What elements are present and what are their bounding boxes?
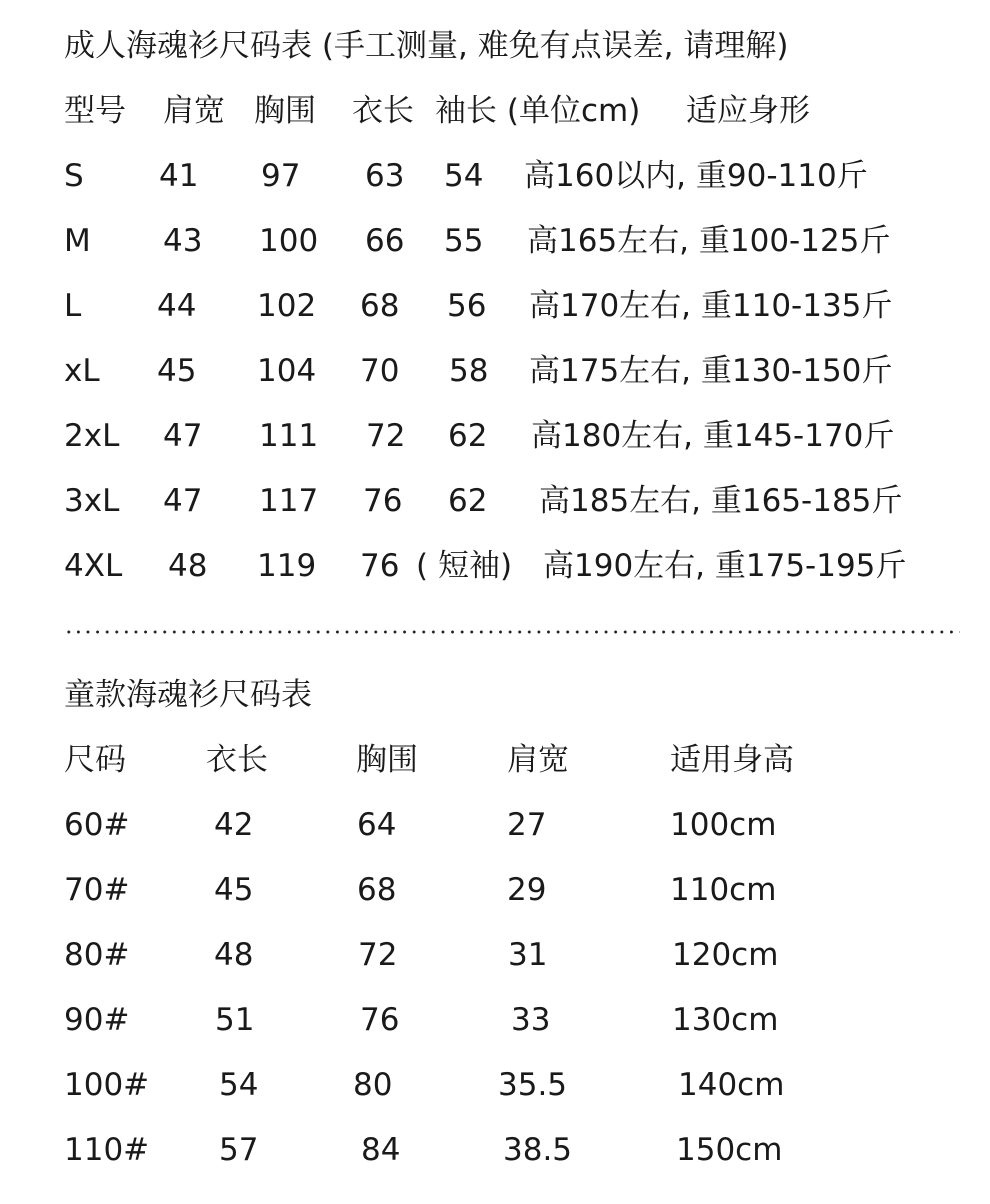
shoulder: 47 <box>163 483 203 519</box>
height: 110cm <box>670 872 777 908</box>
length: 57 <box>219 1132 259 1168</box>
chest: 72 <box>358 937 398 973</box>
adult-header-row <box>0 91 990 131</box>
header-chest: 胸围 <box>356 742 418 778</box>
length: 76 <box>363 483 403 519</box>
size: 70# <box>64 872 130 908</box>
length: 45 <box>214 872 254 908</box>
sleeve: 62 <box>448 483 488 519</box>
fit: 高185左右, 重165-185斤 <box>539 483 903 519</box>
shoulder: 33 <box>511 1002 551 1038</box>
table-row <box>0 1130 990 1170</box>
fit: 高180左右, 重145-170斤 <box>531 418 895 454</box>
dotted-divider <box>64 629 960 635</box>
table-row <box>0 221 990 261</box>
shoulder: 27 <box>507 807 547 843</box>
length: 68 <box>360 288 400 324</box>
size: xL <box>64 353 100 389</box>
table-row <box>0 481 990 521</box>
size: L <box>64 288 82 324</box>
chest: 64 <box>357 807 397 843</box>
size: 2xL <box>64 418 120 454</box>
header-length: 衣长 <box>352 93 414 129</box>
table-row <box>0 156 990 196</box>
length: 48 <box>214 937 254 973</box>
length: 51 <box>215 1002 255 1038</box>
size: 100# <box>64 1067 150 1103</box>
shoulder: 45 <box>157 353 197 389</box>
size: 90# <box>64 1002 130 1038</box>
shoulder: 35.5 <box>498 1067 568 1103</box>
chest: 117 <box>259 483 319 519</box>
table-row <box>0 870 990 910</box>
table-row <box>0 286 990 326</box>
header-height: 适用身高 <box>670 742 794 778</box>
fit: 高170左右, 重110-135斤 <box>529 288 893 324</box>
size: M <box>64 223 91 259</box>
header-size: 尺码 <box>64 742 126 778</box>
chest: 97 <box>261 158 301 194</box>
length: 66 <box>365 223 405 259</box>
chest: 111 <box>259 418 319 454</box>
height: 130cm <box>672 1002 779 1038</box>
sleeve: 62 <box>448 418 488 454</box>
length: 76 <box>360 548 400 584</box>
header-fit: 适应身形 <box>686 93 810 129</box>
header-chest: 胸围 <box>254 93 316 129</box>
sleeve: 54 <box>444 158 484 194</box>
size: 80# <box>64 937 130 973</box>
shoulder: 47 <box>163 418 203 454</box>
chest: 100 <box>259 223 319 259</box>
chest: 104 <box>257 353 317 389</box>
chest: 119 <box>257 548 317 584</box>
fit: 高160以内, 重90-110斤 <box>524 158 868 194</box>
kids-chart-title: 童款海魂衫尺码表 <box>64 677 312 713</box>
shoulder: 38.5 <box>503 1132 573 1168</box>
sleeve: 56 <box>447 288 487 324</box>
height: 100cm <box>670 807 777 843</box>
size: 4XL <box>64 548 123 584</box>
height: 120cm <box>672 937 779 973</box>
sleeve: 58 <box>449 353 489 389</box>
shoulder: 31 <box>508 937 548 973</box>
chest: 76 <box>360 1002 400 1038</box>
fit: 高175左右, 重130-150斤 <box>529 353 893 389</box>
shoulder: 29 <box>507 872 547 908</box>
header-size: 型号 <box>64 93 126 129</box>
header-sleeve: 袖长 (单位cm) <box>435 93 641 129</box>
adult-chart-title: 成人海魂衫尺码表 (手工测量, 难免有点误差, 请理解) <box>64 28 789 64</box>
size: 3xL <box>64 483 120 519</box>
length: 70 <box>360 353 400 389</box>
table-row <box>0 416 990 456</box>
length: 63 <box>365 158 405 194</box>
chest: 80 <box>353 1067 393 1103</box>
header-shoulder: 肩宽 <box>507 742 569 778</box>
fit: 高190左右, 重175-195斤 <box>543 548 907 584</box>
shoulder: 43 <box>163 223 203 259</box>
size: 60# <box>64 807 130 843</box>
table-row <box>0 1065 990 1105</box>
sleeve: ( 短袖) <box>416 548 513 584</box>
length: 72 <box>366 418 406 454</box>
fit: 高165左右, 重100-125斤 <box>527 223 891 259</box>
header-shoulder: 肩宽 <box>163 93 225 129</box>
table-row <box>0 935 990 975</box>
kids-header-row <box>0 740 990 780</box>
height: 150cm <box>676 1132 783 1168</box>
size: 110# <box>64 1132 150 1168</box>
length: 54 <box>219 1067 259 1103</box>
header-length: 衣长 <box>206 742 268 778</box>
table-row <box>0 805 990 845</box>
chest: 102 <box>257 288 317 324</box>
chest: 84 <box>361 1132 401 1168</box>
sleeve: 55 <box>444 223 484 259</box>
shoulder: 48 <box>168 548 208 584</box>
table-row <box>0 351 990 391</box>
height: 140cm <box>678 1067 785 1103</box>
chest: 68 <box>357 872 397 908</box>
length: 42 <box>214 807 254 843</box>
shoulder: 44 <box>157 288 197 324</box>
table-row <box>0 1000 990 1040</box>
size: S <box>64 158 84 194</box>
shoulder: 41 <box>159 158 199 194</box>
table-row <box>0 546 990 586</box>
